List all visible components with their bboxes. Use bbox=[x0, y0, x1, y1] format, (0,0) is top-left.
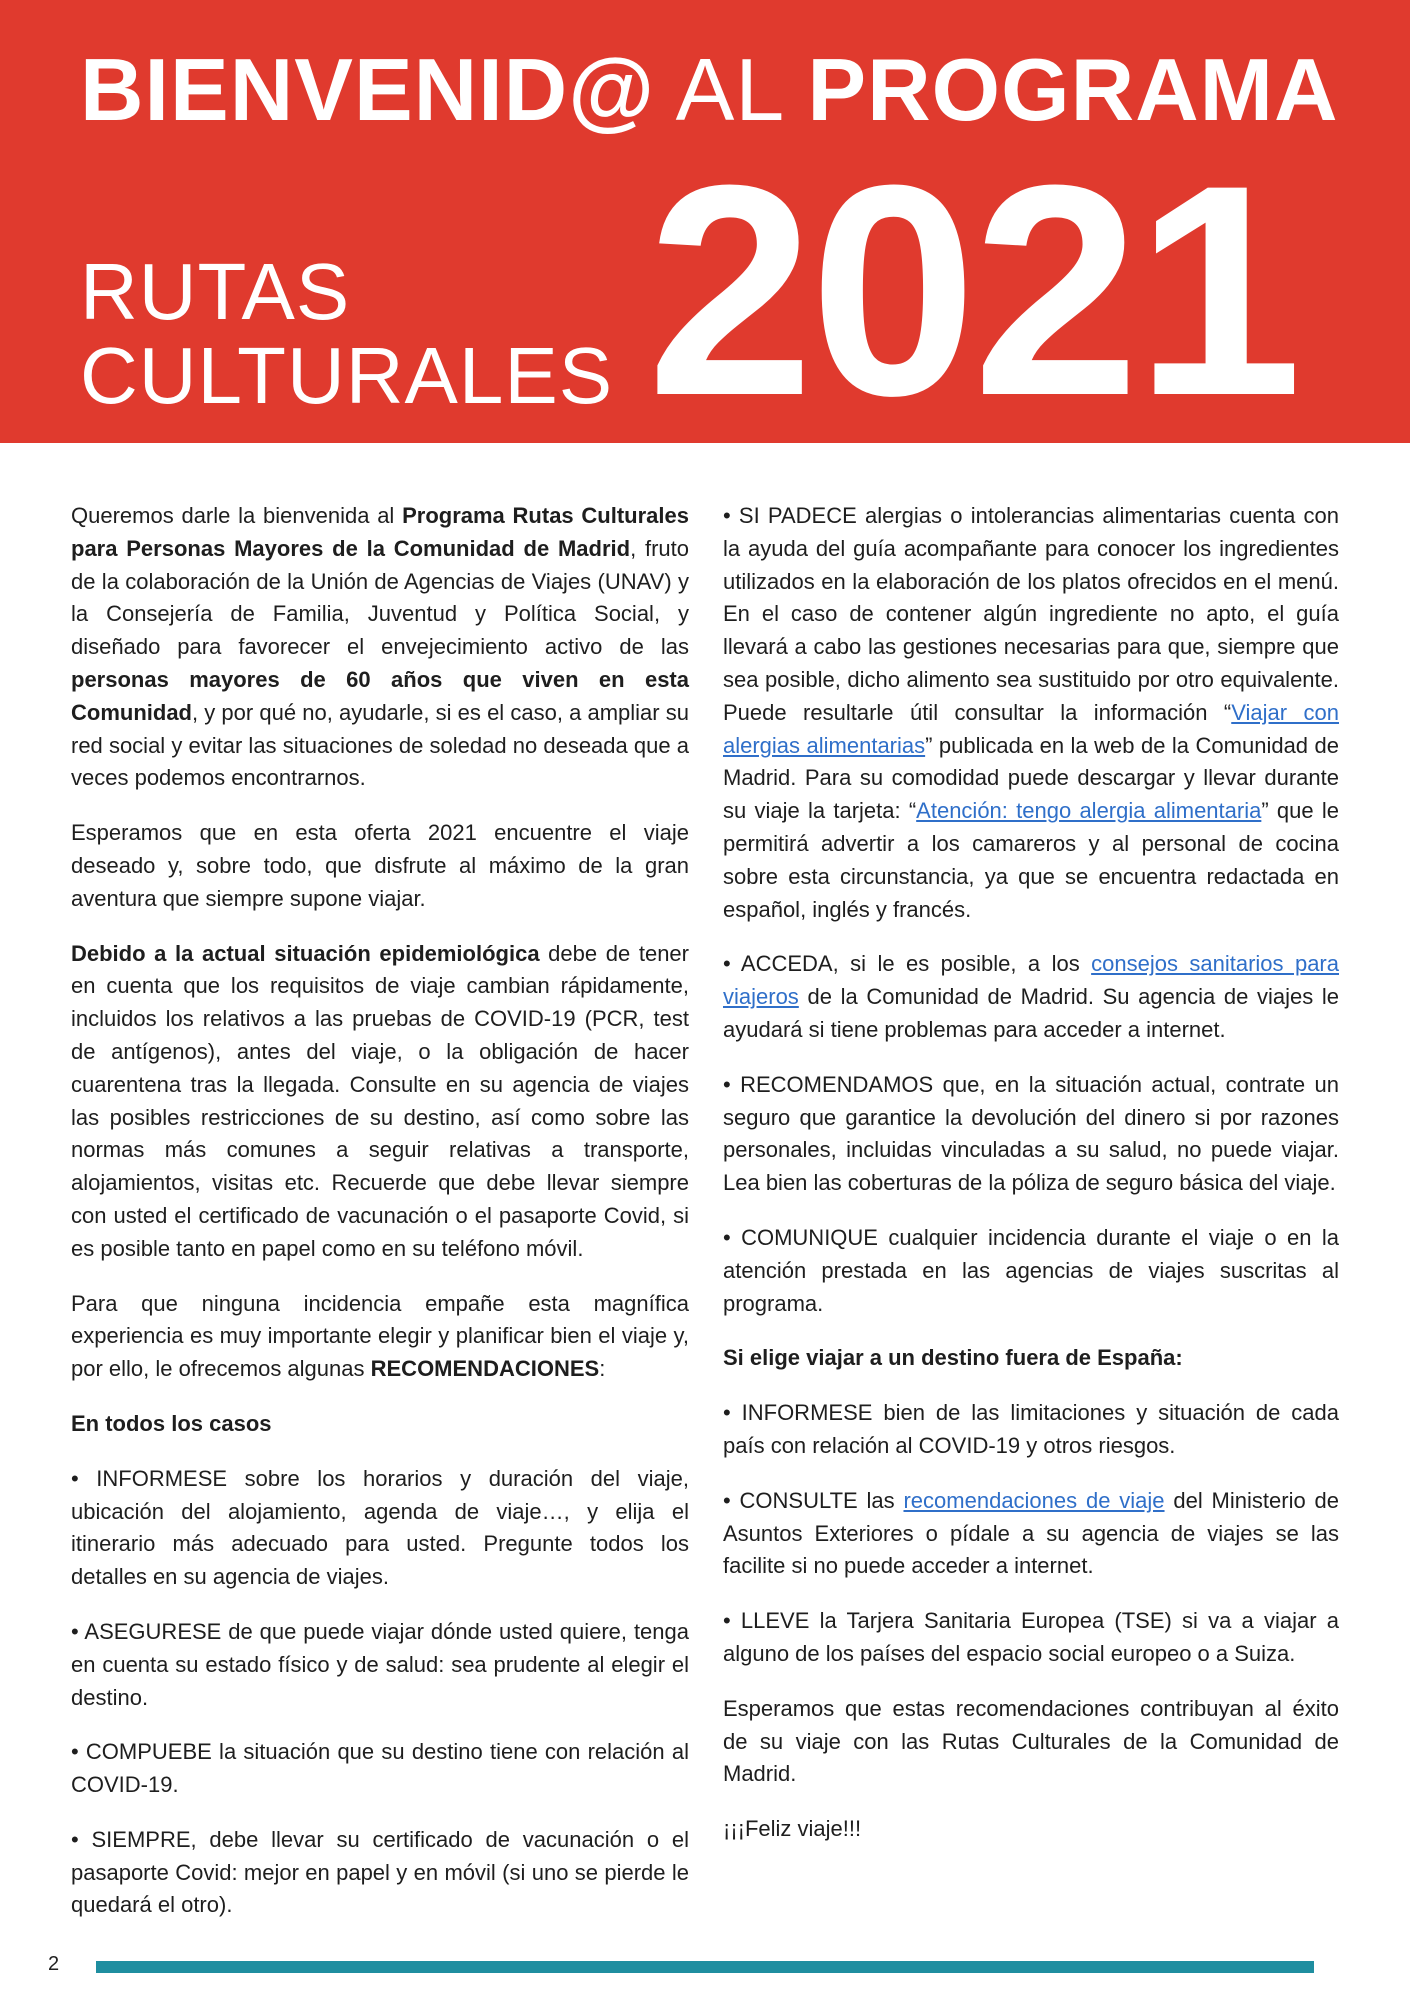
subtitle-line-1: RUTAS bbox=[80, 247, 351, 336]
abroad-heading bbox=[723, 1342, 1339, 1375]
year-label: 2021 bbox=[647, 122, 1299, 443]
recommendations-intro bbox=[71, 1288, 689, 1386]
all-cases-heading-text: En todos los casos bbox=[71, 1410, 272, 1436]
title-programa: PROGRAMA bbox=[807, 40, 1339, 139]
consulte-text-1: • CONSULTE las bbox=[723, 1487, 904, 1513]
intro-text-2: , fruto de la colaboración de la Unión de Agencias de Viajes (UNAV) y la Consejería de Familia, Juventud y Política Social, y diseñado para favorecer el envejecimiento activo de las bbox=[71, 535, 689, 660]
program-name: Programa Rutas Culturales para Personas Mayores de la Comunidad de Madrid bbox=[71, 503, 690, 561]
abroad-heading-text: Si elige viajar a un destino fuera de España: bbox=[723, 1345, 1183, 1371]
title-welcome: BIENVENID@ bbox=[80, 40, 655, 139]
all-cases-heading bbox=[71, 1408, 689, 1441]
title-al: AL bbox=[675, 40, 782, 139]
link-viajar-con-alergias[interactable]: Viajar con alergias alimentarias bbox=[723, 699, 1340, 758]
recommendations-text: Para que ninguna incidencia empañe esta magnífica experiencia es muy importante elegir y planificar bien el viaje y, por ello, le ofrecemos algunas bbox=[71, 1290, 689, 1382]
intro-paragraph bbox=[71, 500, 689, 795]
recommendations-colon: : bbox=[599, 1356, 606, 1382]
page-number: 2 bbox=[48, 1953, 60, 1975]
right-column bbox=[723, 500, 1339, 1868]
bullet-comunique: • COMUNIQUE cualquier incidencia durante el viaje o en la atención prestada en las agencias de viajes suscritas al programa. bbox=[723, 1224, 1339, 1316]
epidemic-paragraph bbox=[71, 938, 689, 1266]
bullet-informese: • INFORMESE sobre los horarios y duración del viaje, ubicación del alojamiento, agenda de viaje…, y elija el itinerario más adecuado para usted. Pregunte todos los detalles en su agencia de viajes. bbox=[71, 1465, 689, 1590]
closing-paragraph: Esperamos que estas recomendaciones contribuyan al éxito de su viaje con las Rutas Culturales de la Comunidad de Madrid. bbox=[723, 1695, 1339, 1787]
feliz-viaje: ¡¡¡Feliz viaje!!! bbox=[723, 1816, 862, 1842]
left-column bbox=[71, 500, 689, 1944]
link-tarjeta-alergia[interactable]: Atención: tengo alergia alimentaria bbox=[916, 798, 1262, 824]
header-banner bbox=[0, 0, 1410, 443]
intro-text-1: Queremos darle la bienvenida al bbox=[71, 503, 403, 528]
wish-paragraph: Esperamos que en esta oferta 2021 encuentre el viaje deseado y, sobre todo, que disfrute al máximo de la gran aventura que siempre supone viajar. bbox=[71, 820, 689, 911]
footer-bar bbox=[96, 1961, 1314, 1973]
bullet-informese-abroad: • INFORMESE bien de las limitaciones y situación de cada país con relación al COVID-19 y otros riesgos. bbox=[723, 1400, 1339, 1458]
bullet-compruebe: • COMPUEBE la situación que su destino tiene con relación al COVID-19. bbox=[71, 1739, 689, 1798]
subtitle-line-2: CULTURALES bbox=[80, 331, 614, 420]
bullet-lleve: • LLEVE la Tarjera Sanitaria Europea (TSE) si va a viajar a alguno de los países del espacio social europeo o a Suiza. bbox=[723, 1608, 1339, 1666]
bullet-siempre: • SIEMPRE, debe llevar su certificado de vacunación o el pasaporte Covid: mejor en papel y en móvil (si uno se pierde le quedará el otro). bbox=[71, 1826, 689, 1918]
epidemic-text: debe de tener en cuenta que los requisitos de viaje cambian rápidamente, incluidos los relativos a las pruebas de COVID-19 (PCR, test de antígenos), antes del viaje, o la obligación de hacer cuarentena tras la llegada. Consulte en su agencia de viajes las posibles restricciones de su destino, así como sobre las normas más comunes a seguir relativas a transporte, alojamientos, visitas etc. Recuerde que debe llevar siempre con usted el certificado de vacunación o el pasaporte Covid, si es posible tanto en papel como en su teléfono móvil. bbox=[71, 940, 689, 1261]
acceda-text-2: de la Comunidad de Madrid. Su agencia de viajes le ayudará si tiene problemas para acceder a internet. bbox=[723, 984, 1339, 1042]
alergias-text-3: ” que le permitirá advertir a los camareros y al personal de cocina sobre esta circunstancia, ya que se encuentra redactada en español, inglés y francés. bbox=[723, 798, 1339, 922]
bullet-consulte bbox=[723, 1485, 1339, 1583]
consulte-text-2: del Ministerio de Asuntos Exteriores o pídale a su agencia de viajes se las facilite si no puede acceder a internet. bbox=[723, 1487, 1339, 1579]
alergias-text-1: • SI PADECE alergias o intolerancias alimentarias cuenta con la ayuda del guía acompañante para conocer los ingredientes utilizados en la elaboración de los platos ofrecidos en el menú. En el caso de contener algún ingrediente no apto, el guía llevará a cabo las gestiones necesarias para que, siempre que sea posible, dicho alimento sea sustituido por otro equivalente. Puede resultarle útil consultar la información “ bbox=[723, 503, 1339, 725]
link-recomendaciones-viaje[interactable]: recomendaciones de viaje bbox=[903, 1487, 1165, 1513]
subtitle bbox=[80, 247, 614, 420]
link-consejos-sanitarios[interactable]: consejos sanitarios para viajeros bbox=[723, 951, 1339, 1010]
target-audience: personas mayores de 60 años que viven en esta Comunidad bbox=[71, 666, 689, 725]
page-title bbox=[80, 40, 1339, 139]
recommendations-label: RECOMENDACIONES bbox=[370, 1356, 600, 1382]
intro-text-3: , y por qué no, ayudarle, si es el caso, a ampliar su red social y evitar las situaciones de soledad no deseada que a veces podemos encontrarnos. bbox=[71, 699, 689, 791]
bullet-recomendamos: • RECOMENDAMOS que, en la situación actual, contrate un seguro que garantice la devolución del dinero si por razones personales, incluidas vinculadas a su salud, no puede viajar. Lea bien las coberturas de la póliza de seguro básica del viaje. bbox=[723, 1071, 1339, 1196]
bullet-asegurese: • ASEGURESE de que puede viajar dónde usted quiere, tenga en cuenta su estado físico y de salud: sea prudente al elegir el destino. bbox=[71, 1618, 689, 1710]
alergias-text-2: ” publicada en la web de la Comunidad de Madrid. Para su comodidad puede descargar y llevar durante su viaje la tarjeta: “ bbox=[723, 732, 1339, 824]
bullet-acceda bbox=[723, 948, 1339, 1046]
bullet-alergias bbox=[723, 500, 1339, 926]
epidemic-lead: Debido a la actual situación epidemiológica bbox=[71, 940, 540, 966]
acceda-text-1: • ACCEDA, si le es posible, a los bbox=[723, 951, 1092, 977]
